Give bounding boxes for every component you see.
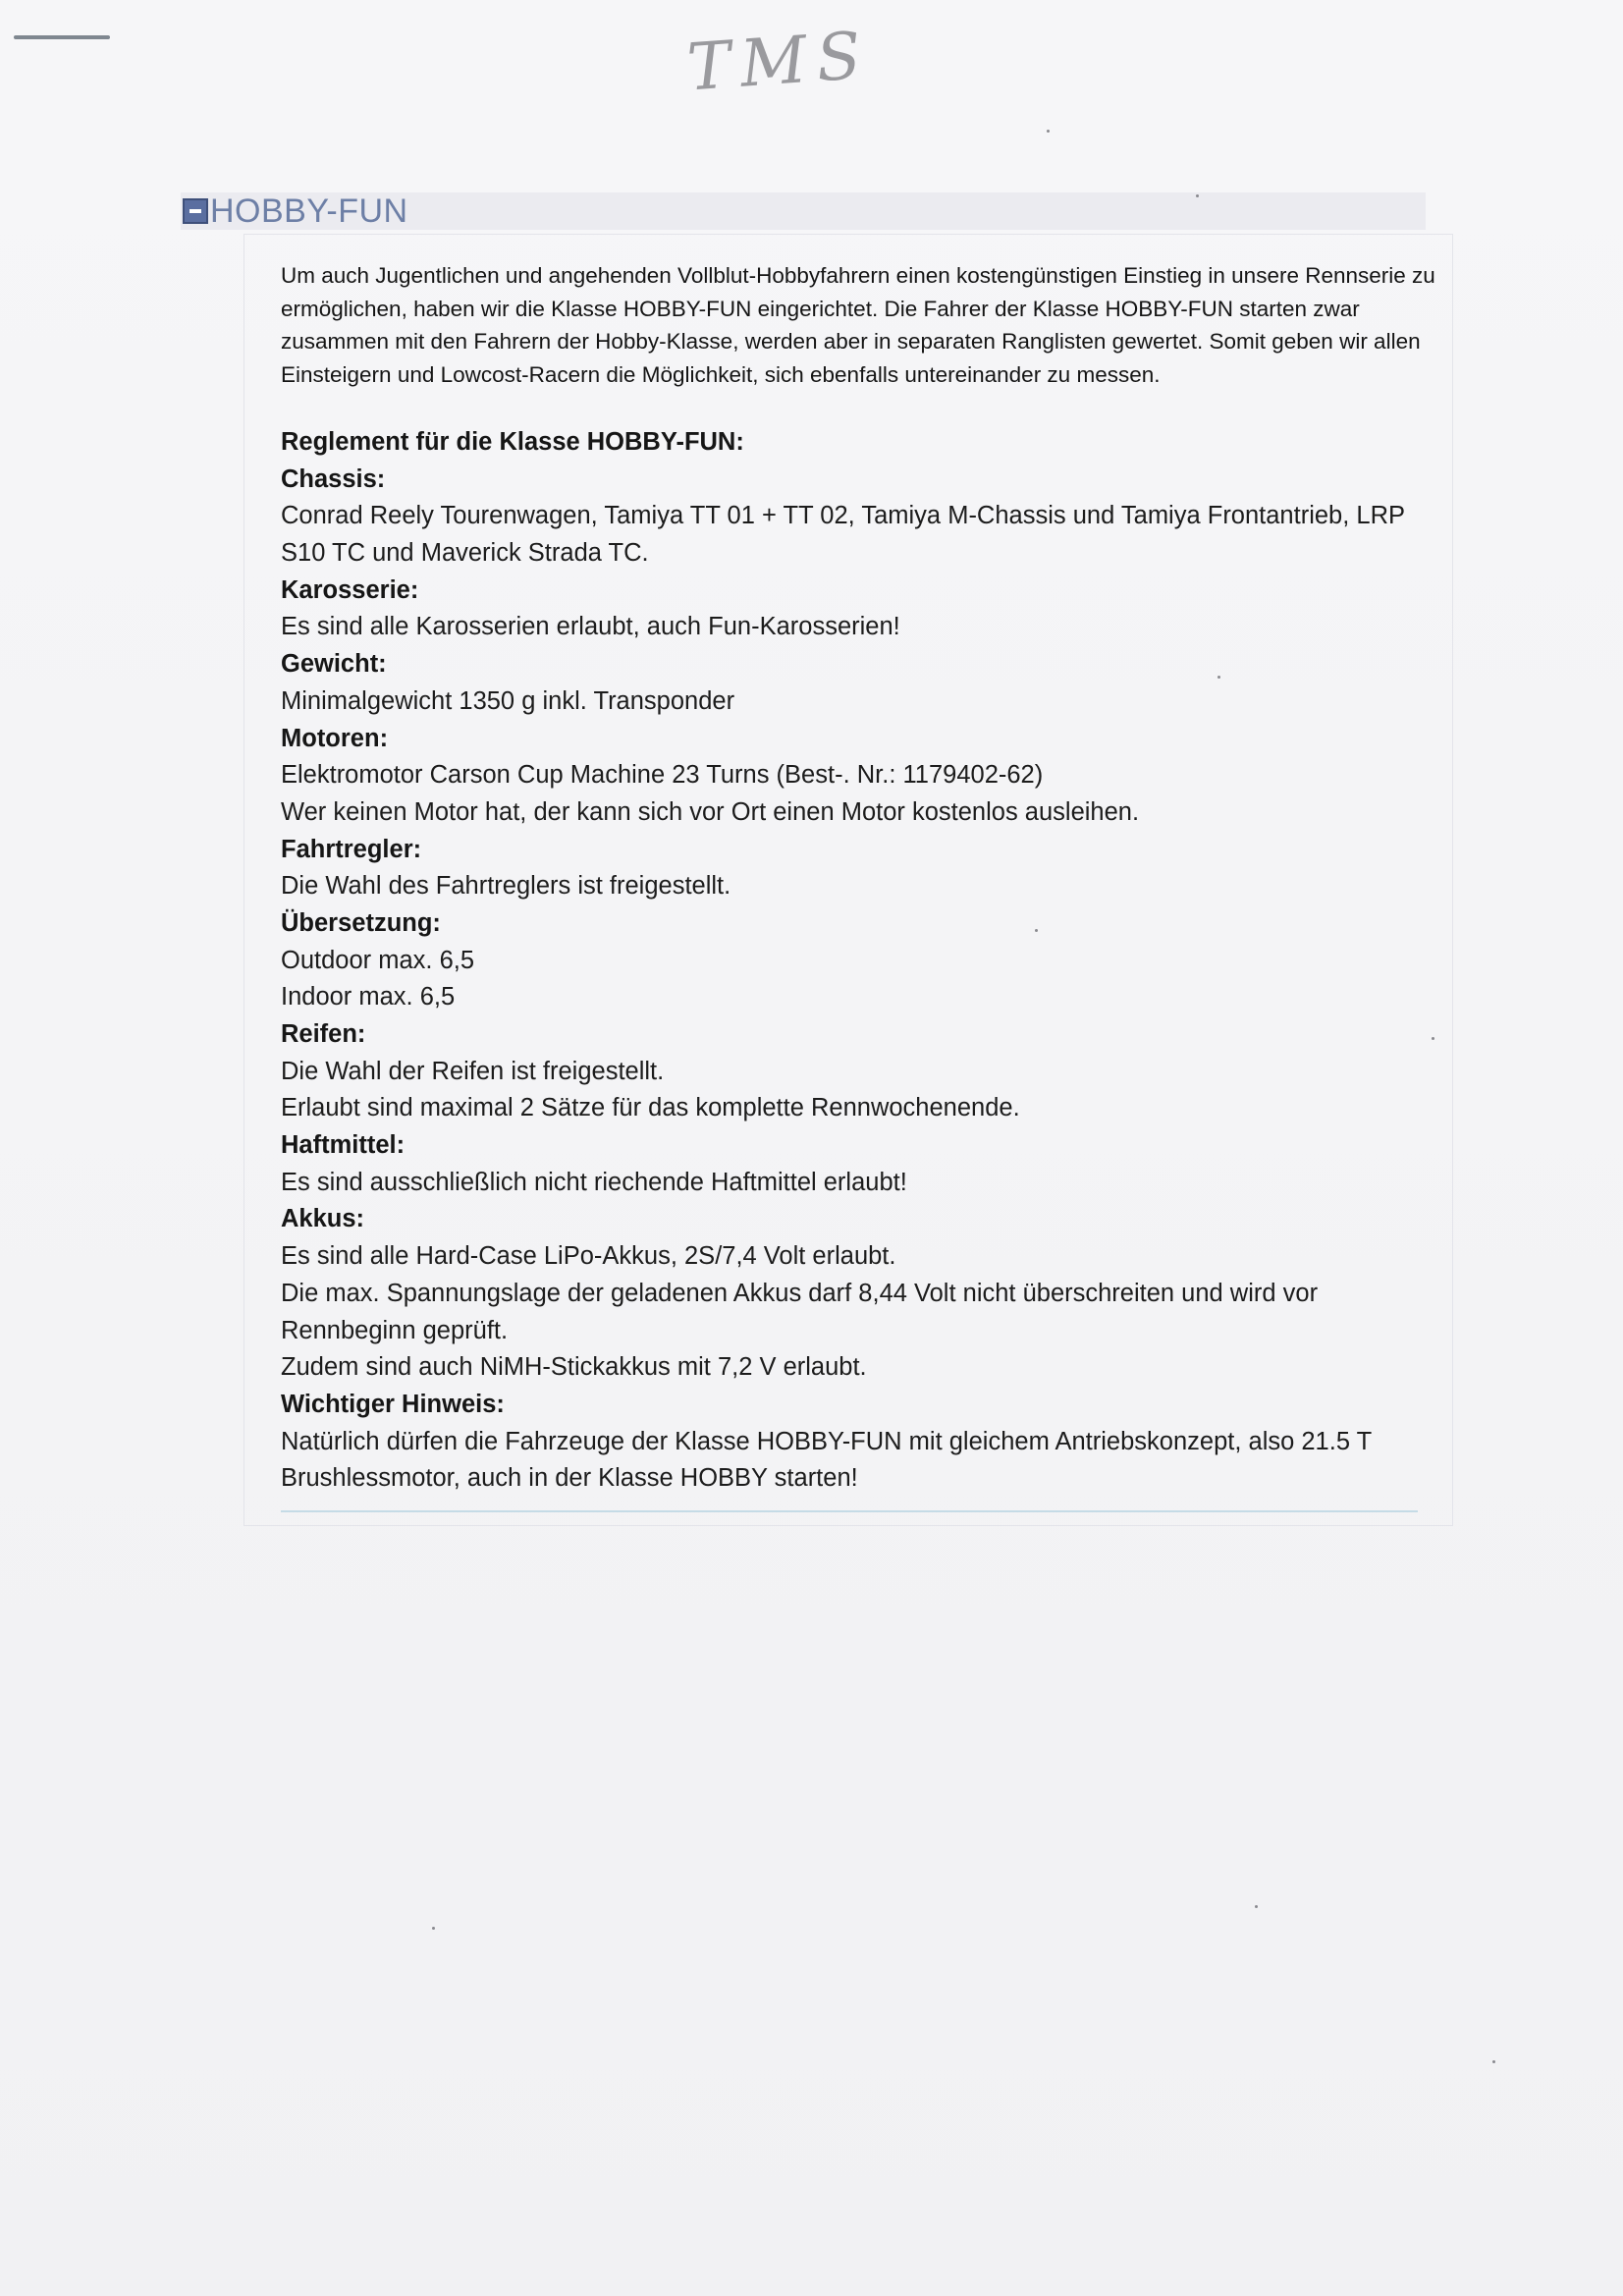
- paper-speck: [1492, 2060, 1495, 2063]
- paper-speck: [432, 1927, 435, 1930]
- rule-heading: Motoren:: [281, 724, 389, 752]
- rule-text: Wer keinen Motor hat, der kann sich vor Ort einen Motor kostenlos ausleihen.: [281, 797, 1140, 826]
- rule-text: Elektromotor Carson Cup Machine 23 Turns (Best-. Nr.: 1179402-62): [281, 761, 1044, 790]
- paper-speck: [1196, 194, 1199, 197]
- rule-heading: Fahrtregler:: [281, 835, 422, 863]
- rule-heading: Wichtiger Hinweis:: [281, 1390, 505, 1418]
- rule-heading: Akkus:: [281, 1205, 365, 1233]
- rule-text: Die Wahl des Fahrtreglers ist freigestellt.: [281, 872, 731, 901]
- rule-text: Conrad Reely Tourenwagen, Tamiya TT 01 + TT 02, Tamiya M-Chassis und Tamiya Frontantrieb, LRP S10 TC und Maverick Strada TC.: [281, 502, 1405, 568]
- rule-heading: Reifen:: [281, 1020, 366, 1049]
- handwritten-note: TMS: [684, 17, 874, 106]
- punch-mark: [14, 35, 110, 39]
- rule-text: Es sind alle Hard-Case LiPo-Akkus, 2S/7,4 Volt erlaubt.: [281, 1242, 896, 1271]
- rules-list: [281, 424, 1439, 1498]
- paper-speck: [1255, 1905, 1258, 1908]
- paper-speck: [1217, 676, 1220, 679]
- rule-heading: Chassis:: [281, 465, 386, 493]
- rule-text: Zudem sind auch NiMH-Stickakkus mit 7,2 V erlaubt.: [281, 1353, 867, 1382]
- rule-heading: Karosserie:: [281, 575, 419, 604]
- minus-box-icon[interactable]: [183, 198, 208, 224]
- section-title: HOBBY-FUN: [210, 191, 408, 230]
- rule-text: Natürlich dürfen die Fahrzeuge der Klasse HOBBY-FUN mit gleichem Antriebskonzept, also 21.5 T Brushlessmotor, auch in der Klasse HOBBY starten!: [281, 1427, 1372, 1493]
- rules-heading: Reglement für die Klasse HOBBY-FUN:: [281, 428, 744, 456]
- section-header[interactable]: [181, 192, 1426, 230]
- rule-text: Outdoor max. 6,5: [281, 946, 475, 974]
- paper-speck: [1047, 130, 1050, 133]
- rule-text: Die Wahl der Reifen ist freigestellt.: [281, 1057, 665, 1085]
- section-divider: [281, 1510, 1418, 1512]
- rule-text: Die max. Spannungslage der geladenen Akkus darf 8,44 Volt nicht überschreiten und wird vor Rennbeginn geprüft.: [281, 1279, 1319, 1344]
- rule-text: Es sind alle Karosserien erlaubt, auch Fun-Karosserien!: [281, 613, 900, 641]
- rule-heading: Gewicht:: [281, 650, 387, 679]
- rule-text: Es sind ausschließlich nicht riechende Haftmittel erlaubt!: [281, 1168, 907, 1196]
- rule-text: Erlaubt sind maximal 2 Sätze für das komplette Rennwochenende.: [281, 1094, 1020, 1122]
- rule-text: Indoor max. 6,5: [281, 983, 456, 1011]
- paper-speck: [1432, 1037, 1434, 1040]
- rule-text: Minimalgewicht 1350 g inkl. Transponder: [281, 686, 735, 715]
- paper-speck: [1035, 929, 1038, 932]
- intro-paragraph: Um auch Jugentlichen und angehenden Vollblut-Hobbyfahrern einen kostengünstigen Einstieg in unsere Rennserie zu ermöglichen, haben wir die Klasse HOBBY-FUN eingerichtet. Die Fahrer der Klasse HOBBY-FUN starten zwar zusammen mit den Fahrern der Hobby-Klasse, werden aber in separaten Ranglisten gewertet. Somit geben wir allen Einsteigern und Lowcost-Racern die Möglichkeit, sich ebenfalls untereinander zu messen.: [281, 263, 1435, 387]
- rule-heading: Übersetzung:: [281, 908, 441, 937]
- rule-heading: Haftmittel:: [281, 1131, 406, 1160]
